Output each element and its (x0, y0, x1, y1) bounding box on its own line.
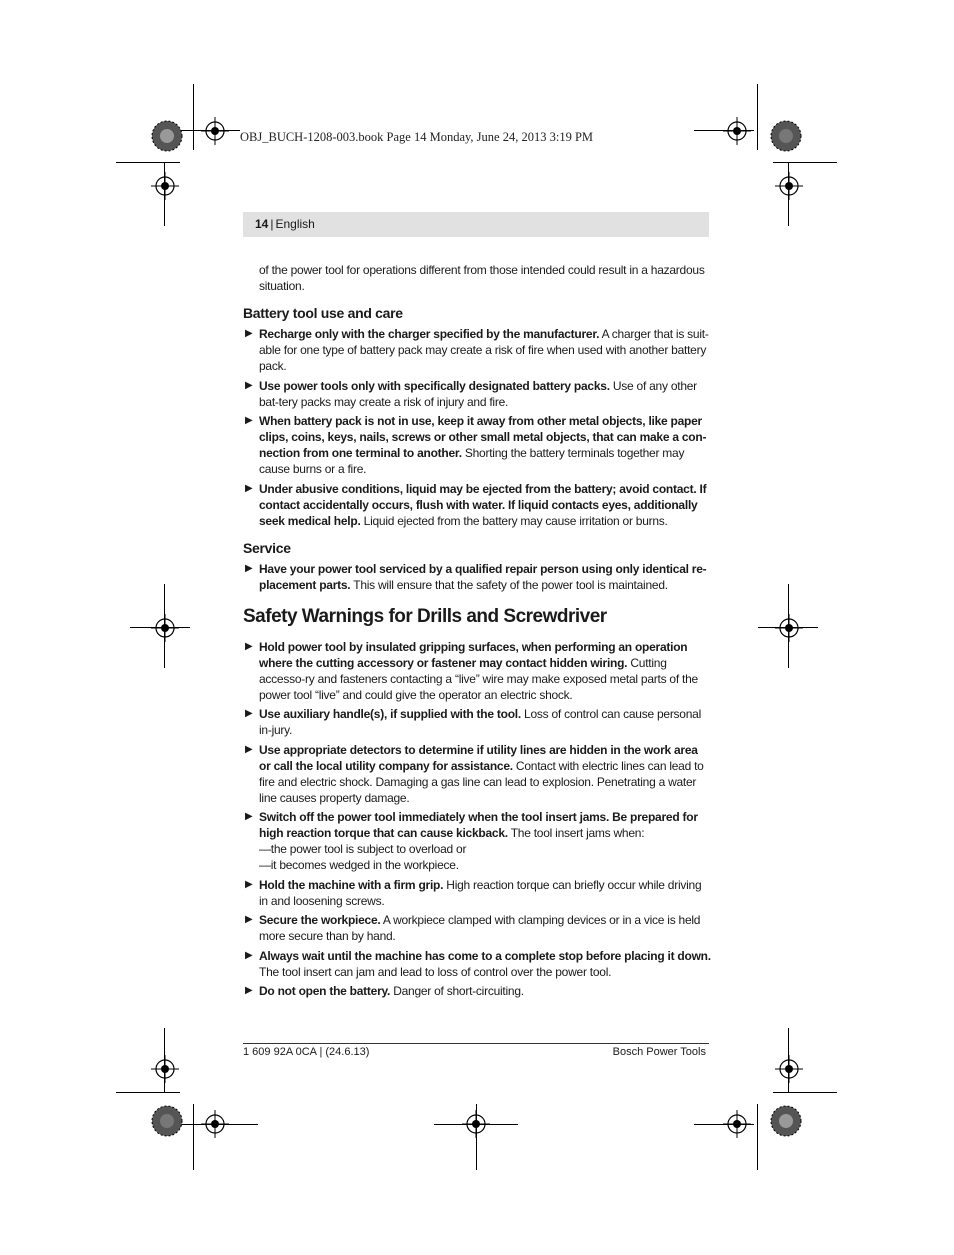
item-bold-text: Use auxiliary handle(s), if supplied with the tool. (259, 707, 521, 721)
section-heading-service: Service (243, 539, 291, 556)
dash-list-item: —the power tool is subject to overload or (259, 842, 467, 856)
bullet-arrow-icon: ▶ (245, 708, 253, 719)
bullet-arrow-icon: ▶ (245, 985, 253, 996)
registration-target-icon (151, 614, 179, 642)
bullet-arrow-icon: ▶ (245, 743, 253, 755)
item-body-text: Contact with electric lines can lead to fire and electric shock. Damaging a gas line can lead to explosion. Penetrating a water line causes property damage. (259, 758, 704, 805)
item-body-text: High reaction torque can briefly occur while driving in and loosening screws. (259, 877, 702, 908)
list-item (243, 742, 711, 806)
bullet-arrow-icon: ▶ (245, 811, 253, 822)
list-item (243, 912, 711, 944)
list-item (243, 639, 711, 703)
registration-target-icon (201, 1110, 229, 1138)
item-bold-text: Under abusive conditions, liquid may be ejected from the battery; avoid contact. If contact accidentally occurs, flush with water. If liquid contacts eyes, additionally seek medical help. (259, 481, 707, 528)
item-bold-text: Hold power tool by insulated gripping surfaces, when performing an operation where the cutting accessory or fastener may contact hidden wiring. (259, 639, 688, 670)
bullet-arrow-icon: ▶ (245, 482, 253, 494)
list-item (243, 809, 711, 873)
item-bold-text: Switch off the power tool immediately when the tool insert jams. Be prepared for high reaction torque that can cause kickback. (259, 810, 698, 840)
item-body-text: Shorting the battery terminals together may cause burns or a fire. (259, 446, 685, 476)
item-bold-text: Use appropriate detectors to determine if utility lines are hidden in the work area or call the local utility company for assistance. (259, 742, 698, 773)
registration-target-icon (462, 1110, 490, 1138)
item-bold-text: Always wait until the machine has come to a complete stop before placing it down. (259, 948, 711, 963)
list-item (243, 561, 711, 593)
registration-target-icon (201, 117, 229, 145)
bullet-arrow-icon: ▶ (245, 415, 253, 426)
bullet-arrow-icon: ▶ (245, 949, 253, 961)
starburst-icon (770, 1105, 802, 1137)
page-header (243, 212, 709, 237)
footer-brand: Bosch Power Tools (612, 1046, 706, 1058)
intro-paragraph: of the power tool for operations different from those intended could result in a hazardous situation. (259, 263, 705, 293)
page-language: English (275, 217, 315, 231)
bullet-arrow-icon: ▶ (245, 562, 253, 574)
section-heading-battery: Battery tool use and care (243, 305, 403, 321)
starburst-icon (151, 1105, 183, 1137)
item-bold-text: Do not open the battery. (259, 984, 391, 998)
list-item (243, 413, 711, 477)
registration-target-icon (723, 1110, 751, 1138)
dash-list-item: —it becomes wedged in the workpiece. (259, 858, 459, 872)
item-body-text: Liquid ejected from the battery may cause irritation or burns. (360, 513, 668, 528)
page-content (243, 262, 711, 1003)
registration-target-icon (775, 172, 803, 200)
starburst-icon (770, 120, 802, 152)
list-item (243, 481, 711, 529)
list-item (243, 877, 711, 909)
item-body-text: Loss of control can cause personal in-jury. (259, 707, 701, 737)
list-item (243, 948, 711, 980)
list-item (243, 378, 711, 410)
item-bold-text: Hold the machine with a firm grip. (259, 877, 444, 892)
bullet-arrow-icon: ▶ (245, 878, 253, 890)
starburst-icon (151, 120, 183, 152)
registration-target-icon (723, 117, 751, 145)
item-bold-text: When battery pack is not in use, keep it away from other metal objects, like paper clips, coins, keys, nails, screws or other small metal objects, that can make a con-nection from one terminal to another. (259, 414, 707, 460)
item-body-text: Use of any other bat-tery packs may create a risk of injury and fire. (259, 378, 697, 409)
item-body-text: This will ensure that the safety of the power tool is maintained. (350, 577, 668, 592)
bullet-arrow-icon: ▶ (245, 328, 253, 339)
list-item (243, 983, 711, 999)
footer-divider (243, 1043, 709, 1044)
item-bold-text: Use power tools only with specifically designated battery packs. (259, 378, 610, 393)
header-separator: | (270, 217, 274, 231)
item-body-text: Danger of short-circuiting. (390, 984, 524, 998)
page-number: 14 (255, 217, 269, 231)
registration-target-icon (151, 172, 179, 200)
bullet-arrow-icon: ▶ (245, 914, 253, 925)
item-bold-text: Secure the workpiece. (259, 913, 381, 927)
item-body-text: A charger that is suit-able for one type of battery pack may create a risk of fire when used with another battery pack. (259, 327, 709, 373)
list-battery (243, 326, 711, 529)
registration-target-icon (151, 1055, 179, 1083)
item-body-text: Cutting accesso-ry and fasteners contacting a “live” wire may make exposed metal parts of the power tool “live” and could give the operator an electric shock. (259, 655, 698, 702)
bullet-arrow-icon: ▶ (245, 640, 253, 652)
list-service (243, 561, 711, 593)
item-body-text: A workpiece clamped with clamping devices or in a vice is held more secure than by hand. (259, 913, 701, 943)
footer-doc-number: 1 609 92A 0CA | (24.6.13) (243, 1046, 370, 1058)
list-item (243, 326, 711, 374)
item-body-text: The tool insert jams when: (507, 826, 645, 840)
item-bold-text: Recharge only with the charger specified by the manufacturer. (259, 327, 600, 341)
section-heading-drills: Safety Warnings for Drills and Screwdriver (243, 605, 607, 627)
print-header: OBJ_BUCH-1208-003.book Page 14 Monday, June 24, 2013 3:19 PM (240, 130, 594, 144)
item-body-text: The tool insert can jam and lead to loss of control over the power tool. (259, 964, 612, 979)
list-drills (243, 639, 711, 1000)
list-item (243, 706, 711, 738)
registration-target-icon (775, 614, 803, 642)
registration-target-icon (775, 1055, 803, 1083)
bullet-arrow-icon: ▶ (245, 379, 253, 391)
item-bold-text: Have your power tool serviced by a qualified repair person using only identical re-placement parts. (259, 561, 707, 592)
